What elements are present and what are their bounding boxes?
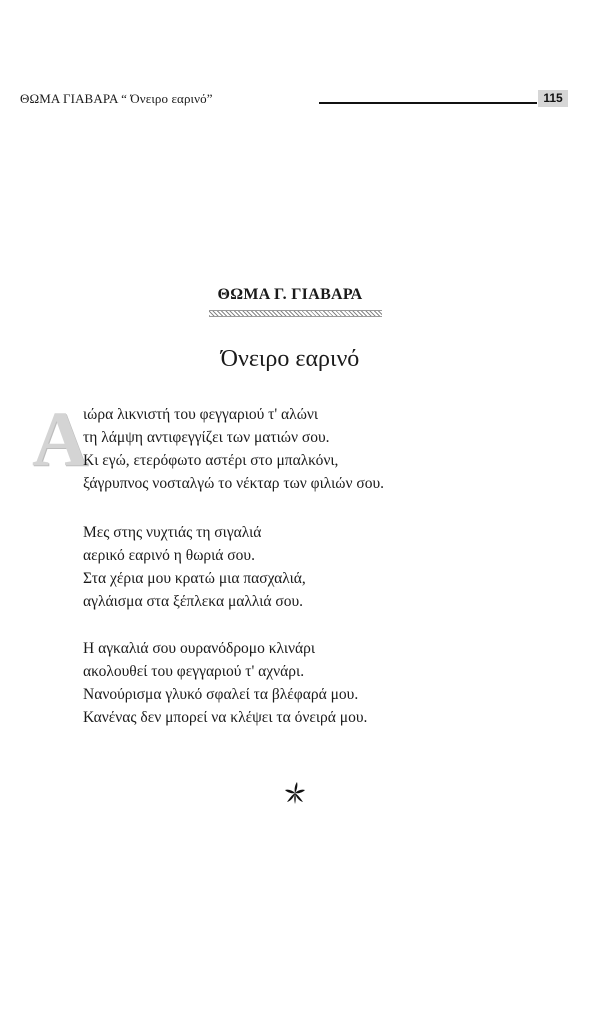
poem-line: αερικό εαρινό η θωριά σου. (83, 547, 255, 564)
author-underline (209, 310, 382, 317)
poem-line: ιώρα λικνιστή του φεγγαριού τ' αλώνι (83, 406, 319, 423)
poem-line: Μες στης νυχτιάς τη σιγαλιά (83, 524, 262, 541)
poem-title: Όνειρο εαρινό (220, 346, 360, 372)
header-rule (319, 102, 537, 104)
poem-line: Νανούρισμα γλυκό σφαλεί τα βλέφαρά μου. (83, 686, 359, 703)
stanza-3 (83, 637, 367, 729)
drop-cap: Α (32, 395, 89, 482)
poem-line: ξάγρυπνος νοσταλγώ το νέκταρ των φιλιών σου. (83, 475, 385, 492)
page-number: 115 (538, 90, 568, 107)
leaf-ornament-icon (283, 781, 307, 805)
poem-author: ΘΩΜΑ Γ. ΓΙΑΒΑΡΑ (217, 286, 363, 303)
poem-line: Κι εγώ, ετερόφωτο αστέρι στο μπαλκόνι, (83, 452, 339, 469)
poem-line: Κανένας δεν μπορεί να κλέψει τα όνειρά μου. (83, 709, 368, 726)
poem-line: Η αγκαλιά σου ουρανόδρομο κλινάρι (83, 640, 316, 657)
stanza-2 (83, 521, 306, 613)
running-title: ΘΩΜΑ ΓΙΑΒΑΡΑ “ Όνειρο εαρινό” (20, 91, 213, 106)
poem-line: ακολουθεί του φεγγαριού τ' αχνάρι. (83, 663, 305, 680)
poem-line: τη λάμψη αντιφεγγίζει των ματιών σου. (83, 429, 330, 446)
poem-line: αγλάισμα στα ξέπλεκα μαλλιά σου. (83, 593, 304, 610)
poem-line: Στα χέρια μου κρατώ μια πασχαλιά, (83, 570, 306, 587)
stanza-1 (83, 403, 384, 495)
